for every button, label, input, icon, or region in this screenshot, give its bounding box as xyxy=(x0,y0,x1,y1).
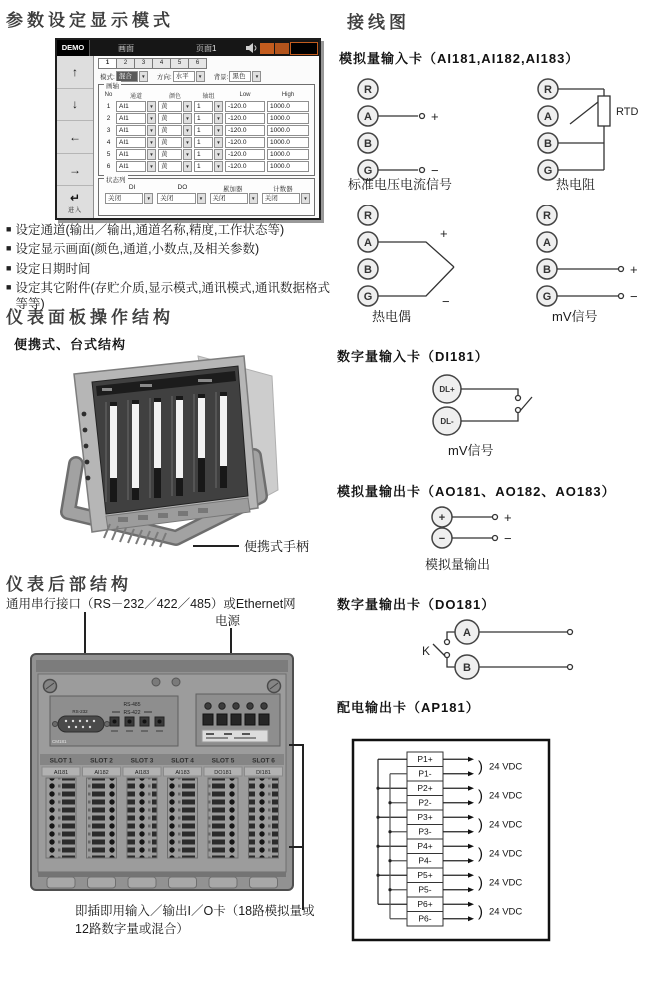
section-title-display-mode: 参数设定显示模式 xyxy=(6,11,174,30)
dropdown-arrow-icon[interactable]: ▼ xyxy=(252,71,261,82)
svg-text:A: A xyxy=(364,237,372,249)
dropdown-arrow-icon[interactable]: ▼ xyxy=(183,101,192,112)
tab-3[interactable]: 3 xyxy=(135,58,153,69)
status-col-label: DI xyxy=(128,184,136,191)
plus-sign: + xyxy=(431,109,439,124)
caption-mv-signal: mV信号 xyxy=(552,309,598,324)
svg-text:B: B xyxy=(364,264,372,276)
status-col-label: 计数器 xyxy=(273,186,293,193)
pair-brackets xyxy=(478,759,483,921)
dropdown-arrow-icon[interactable]: ▼ xyxy=(214,161,223,172)
high-field[interactable]: 1000.0 xyxy=(267,101,309,112)
tab-1[interactable]: 1 xyxy=(98,58,117,69)
section-title-wiring: 接线图 xyxy=(347,13,410,32)
dropdown-arrow-icon[interactable]: ▼ xyxy=(183,137,192,148)
tab-2[interactable]: 2 xyxy=(117,58,135,69)
svg-text:SLOT 5: SLOT 5 xyxy=(211,757,235,765)
dropdown-arrow-icon[interactable]: ▼ xyxy=(214,125,223,136)
rear-panel-photo xyxy=(28,646,296,898)
rs422-label: RS-422 xyxy=(123,710,141,716)
tab-5[interactable]: 5 xyxy=(171,58,189,69)
down-arrow-icon: ↓ xyxy=(72,97,78,112)
svg-text:P2+: P2+ xyxy=(417,783,433,793)
card-label: AI183 xyxy=(175,770,190,776)
terminal-strip xyxy=(168,778,198,858)
dropdown-arrow-icon[interactable]: ▼ xyxy=(147,125,156,136)
table-row: 4 AI1 ▼ 黄 ▼ 1 ▼ -120.0 1000.0 xyxy=(103,136,312,148)
terminal-strip xyxy=(46,778,76,858)
terminal-letters xyxy=(364,84,553,177)
cm181-label: CM181 xyxy=(52,739,67,744)
wires xyxy=(378,89,610,173)
svg-text:G: G xyxy=(542,291,552,303)
direction-label: 方向: xyxy=(156,74,172,81)
list-item: ■ 设定其它附件(存贮介质,显示模式,通讯模式,通讯数据格式等等) xyxy=(6,280,331,311)
vdc-labels xyxy=(489,762,522,918)
low-field[interactable]: -120.0 xyxy=(225,137,265,148)
minus-sign: − xyxy=(442,294,450,309)
low-field[interactable]: -120.0 xyxy=(225,125,265,136)
left-arrow-button[interactable] xyxy=(57,121,93,154)
svg-text:P1-: P1- xyxy=(418,768,432,779)
svg-text:): ) xyxy=(478,874,483,892)
channel-select[interactable]: AI1 xyxy=(116,113,146,124)
a-terminal: A xyxy=(463,627,471,639)
background-select[interactable]: 黑色 xyxy=(229,71,251,82)
svg-text:24 VDC: 24 VDC xyxy=(489,848,523,860)
table-row: 2 AI1 ▼ 黄 ▼ 1 ▼ -120.0 1000.0 xyxy=(103,112,312,124)
card-label: AI183 xyxy=(134,770,150,776)
output-wires xyxy=(443,759,468,919)
dropdown-arrow-icon[interactable]: ▼ xyxy=(197,193,206,204)
enter-label: 进入 xyxy=(67,207,82,214)
caption-thermocouple: 热电偶 xyxy=(372,309,412,324)
axis-select[interactable]: 1 xyxy=(194,161,213,172)
caption-ao-output: 模拟量输出 xyxy=(425,557,491,572)
io-card-caption: 即插即用输入／输出I／O卡（18路模拟量或12路数字量或混合） xyxy=(75,904,315,936)
channel-select[interactable]: AI1 xyxy=(116,161,146,172)
terminal-strip xyxy=(87,778,117,858)
color-select[interactable]: 黄 xyxy=(158,149,182,160)
svg-text:G: G xyxy=(363,291,373,303)
plus-sign: + xyxy=(504,510,512,525)
svg-text:P3+: P3+ xyxy=(417,812,433,822)
high-field[interactable]: 1000.0 xyxy=(267,113,309,124)
axis-select[interactable]: 1 xyxy=(194,125,213,136)
axis-group-legend: 画轴 xyxy=(106,83,119,90)
status-group-box xyxy=(98,178,315,216)
power-label: 电源 xyxy=(215,614,241,628)
tab-4[interactable]: 4 xyxy=(153,58,171,69)
up-arrow-icon: ↑ xyxy=(72,64,78,79)
plus-terminal: + xyxy=(438,512,446,524)
caption-di-signal: mV信号 xyxy=(448,443,494,458)
high-field[interactable]: 1000.0 xyxy=(267,125,309,136)
subtitle-portable-desktop: 便携式、台式结构 xyxy=(14,337,127,352)
status-badge xyxy=(260,43,274,54)
color-select[interactable]: 黄 xyxy=(158,113,182,124)
accumulator-select[interactable]: 关闭 xyxy=(210,193,248,204)
speaker-icon xyxy=(246,43,258,53)
wires xyxy=(452,515,498,541)
serial-interface-text: 通用串行接口（RS－232／422／485）或Ethernet网 xyxy=(6,597,296,611)
high-field[interactable]: 1000.0 xyxy=(267,149,309,160)
b-terminal: B xyxy=(463,662,471,674)
dropdown-arrow-icon[interactable]: ▼ xyxy=(147,161,156,172)
card-label: AI181 xyxy=(53,770,69,776)
table-row: 1 AI1 ▼ 黄 ▼ 1 ▼ -120.0 1000.0 xyxy=(103,100,312,112)
color-select[interactable]: 黄 xyxy=(158,137,182,148)
power-terminal-module xyxy=(196,694,280,746)
dropdown-arrow-icon[interactable]: ▼ xyxy=(183,149,192,160)
dropdown-arrow-icon[interactable]: ▼ xyxy=(196,71,205,82)
handle-callout xyxy=(193,536,309,555)
card-label: DI181 xyxy=(256,770,271,776)
tab-6[interactable]: 6 xyxy=(189,58,207,69)
dropdown-arrow-icon[interactable]: ▼ xyxy=(183,113,192,124)
left-arrow-icon: ← xyxy=(69,129,81,144)
down-arrow-button[interactable] xyxy=(57,89,93,122)
axis-group-box xyxy=(98,84,315,176)
direction-select[interactable]: 水平 xyxy=(173,71,195,82)
svg-text:SLOT 6: SLOT 6 xyxy=(252,757,275,765)
terminal-strip xyxy=(249,778,279,858)
terminal-strip xyxy=(127,778,157,858)
switch-wires xyxy=(433,630,573,670)
bullet-icon: ■ xyxy=(6,224,12,234)
up-arrow-button[interactable] xyxy=(57,56,93,89)
dropdown-arrow-icon[interactable]: ▼ xyxy=(301,193,310,204)
rtd-label: RTD xyxy=(616,106,639,118)
table-row: 5 AI1 ▼ 黄 ▼ 1 ▼ -120.0 1000.0 xyxy=(103,148,312,160)
channel-select[interactable]: AI1 xyxy=(116,137,146,148)
do-card-title: 数字量输出卡（DO181） xyxy=(337,597,496,612)
channel-select[interactable]: AI1 xyxy=(116,125,146,136)
enter-button[interactable] xyxy=(57,186,93,218)
demo-badge: DEMO xyxy=(57,40,90,56)
terminal-letters xyxy=(364,210,552,303)
ao-card-title: 模拟量输出卡（AO181、AO182、AO183） xyxy=(337,484,616,499)
dropdown-arrow-icon[interactable]: ▼ xyxy=(147,113,156,124)
screen-titlebar xyxy=(57,40,319,56)
counter-select[interactable]: 关闭 xyxy=(262,193,300,204)
db9-connector xyxy=(53,716,110,732)
svg-text:R: R xyxy=(364,210,372,222)
dropdown-arrow-icon[interactable]: ▼ xyxy=(183,125,192,136)
handle-label: 便携式手柄 xyxy=(244,539,310,554)
card-label: AI182 xyxy=(94,770,109,776)
arrow-heads xyxy=(468,757,474,922)
svg-text:24 VDC: 24 VDC xyxy=(489,761,523,773)
color-select[interactable]: 黄 xyxy=(158,125,182,136)
wires xyxy=(378,242,624,299)
dropdown-arrow-icon[interactable]: ▼ xyxy=(147,101,156,112)
recorder-screen-shot xyxy=(55,38,321,220)
svg-text:): ) xyxy=(478,787,483,805)
caption-rtd: 热电阻 xyxy=(556,177,596,192)
minus-sign: − xyxy=(630,289,638,304)
low-field[interactable]: -120.0 xyxy=(225,149,265,160)
low-field[interactable]: -120.0 xyxy=(225,161,265,172)
low-field[interactable]: -120.0 xyxy=(225,113,265,124)
screen-menu-title: 画面 xyxy=(118,43,134,53)
color-select[interactable]: 黄 xyxy=(158,161,182,172)
ap-wiring-diagram xyxy=(350,736,560,948)
right-arrow-button[interactable] xyxy=(57,154,93,187)
svg-text:P2-: P2- xyxy=(418,797,432,808)
background-control xyxy=(214,71,262,82)
bullet-icon: ■ xyxy=(6,281,12,292)
svg-text:A: A xyxy=(364,111,372,123)
screen-page-title: 页面1 xyxy=(196,43,217,53)
ai-card-title: 模拟量输入卡（AI181,AI182,AI183） xyxy=(339,51,580,66)
screen-main-area xyxy=(94,56,319,218)
status-col-label: 累加器 xyxy=(222,186,243,193)
section-title-rear-structure: 仪表后部结构 xyxy=(6,575,132,594)
list-item: ■ 设定通道(输出／输出,通道名称,精度,工作状态等) xyxy=(6,223,285,237)
svg-text:SLOT 1: SLOT 1 xyxy=(49,757,73,765)
axis-select[interactable]: 1 xyxy=(194,113,213,124)
svg-text:P1+: P1+ xyxy=(417,754,433,764)
dropdown-arrow-icon[interactable]: ▼ xyxy=(214,101,223,112)
bracket-tick xyxy=(289,744,303,746)
channel-select[interactable]: AI1 xyxy=(116,101,146,112)
direction-control xyxy=(157,71,205,82)
svg-text:P5-: P5- xyxy=(418,884,432,895)
dropdown-arrow-icon[interactable]: ▼ xyxy=(214,149,223,160)
minus-sign: − xyxy=(504,531,512,546)
page-tabs xyxy=(98,58,207,69)
list-item: ■ 设定显示画面(颜色,通道,小数点,及相关参数) xyxy=(6,242,260,257)
rs485-label: RS-485 xyxy=(123,702,141,708)
svg-text:P3-: P3- xyxy=(418,826,432,837)
dropdown-arrow-icon[interactable]: ▼ xyxy=(147,137,156,148)
svg-text:24 VDC: 24 VDC xyxy=(489,819,523,831)
low-field[interactable]: -120.0 xyxy=(225,101,265,112)
svg-text:P5+: P5+ xyxy=(417,870,433,880)
dropdown-arrow-icon[interactable]: ▼ xyxy=(147,149,156,160)
background-label: 背景: xyxy=(213,74,229,81)
svg-text:): ) xyxy=(478,816,483,834)
serial-module xyxy=(50,696,178,746)
high-field[interactable]: 1000.0 xyxy=(267,137,309,148)
right-arrow-icon: → xyxy=(69,162,81,177)
svg-text:R: R xyxy=(543,210,551,222)
svg-text:G: G xyxy=(363,165,373,177)
table-row: 3 AI1 ▼ 黄 ▼ 1 ▼ -120.0 1000.0 xyxy=(103,124,312,136)
enter-icon: ↵ xyxy=(69,190,81,205)
terminal-strip xyxy=(208,778,238,858)
svg-text:SLOT 4: SLOT 4 xyxy=(171,757,194,765)
svg-text:24 VDC: 24 VDC xyxy=(489,877,523,889)
svg-text:P4-: P4- xyxy=(418,855,432,866)
status-group-legend: 状态列 xyxy=(106,177,126,184)
svg-text:P4+: P4+ xyxy=(417,841,433,851)
bracket-line xyxy=(302,744,304,910)
dropdown-arrow-icon[interactable]: ▼ xyxy=(144,193,153,204)
dropdown-arrow-icon[interactable]: ▼ xyxy=(249,193,258,204)
leader-line xyxy=(193,545,239,547)
svg-text:24 VDC: 24 VDC xyxy=(489,906,523,918)
rs232-label: RS-232 xyxy=(72,709,88,714)
svg-text:P6-: P6- xyxy=(418,913,432,924)
svg-text:B: B xyxy=(543,264,551,276)
svg-text:G: G xyxy=(543,165,553,177)
table-row: 6 AI1 ▼ 黄 ▼ 1 ▼ -120.0 1000.0 xyxy=(103,160,312,172)
nav-key-column xyxy=(57,56,94,218)
mode-select[interactable]: 混合 xyxy=(116,71,138,82)
dropdown-arrow-icon[interactable]: ▼ xyxy=(183,161,192,172)
clock-badge xyxy=(290,42,318,55)
color-select[interactable]: 黄 xyxy=(158,101,182,112)
high-field[interactable]: 1000.0 xyxy=(267,161,309,172)
dl-plus-terminal: DL+ xyxy=(439,385,455,394)
svg-text:P6+: P6+ xyxy=(417,899,433,909)
svg-text:A: A xyxy=(543,237,551,249)
status-badge xyxy=(275,43,289,54)
ap-card-title: 配电输出卡（AP181） xyxy=(337,700,480,715)
status-col-label: DO xyxy=(177,184,188,191)
channel-select[interactable]: AI1 xyxy=(116,149,146,160)
di-card-title: 数字量输入卡（DI181） xyxy=(337,349,489,364)
table-header-row: No 通道 颜色 轴组 Low High xyxy=(104,92,295,100)
svg-text:SLOT 2: SLOT 2 xyxy=(90,757,113,765)
di-wiring-diagram xyxy=(336,368,586,440)
svg-text:B: B xyxy=(364,138,372,150)
svg-text:R: R xyxy=(364,84,372,96)
feature-bullet-list xyxy=(6,222,332,315)
dropdown-arrow-icon[interactable]: ▼ xyxy=(139,71,148,82)
bracket-tick xyxy=(289,846,303,848)
svg-text:): ) xyxy=(478,903,483,921)
svg-text:B: B xyxy=(544,138,552,150)
bullet-icon: ■ xyxy=(6,243,12,254)
axis-select[interactable]: 1 xyxy=(194,101,213,112)
ao-wiring-diagram xyxy=(336,502,586,552)
svg-text:): ) xyxy=(478,758,483,776)
svg-text:): ) xyxy=(478,845,483,863)
switch-wires xyxy=(461,389,532,421)
svg-text:SLOT 3: SLOT 3 xyxy=(130,757,154,765)
card-label: DO181 xyxy=(214,770,232,776)
axis-select[interactable]: 1 xyxy=(194,149,213,160)
plus-sign: + xyxy=(630,262,638,277)
minus-sign: − xyxy=(431,163,439,178)
tc-mv-wiring-diagram xyxy=(336,205,646,317)
mode-label: 模式: xyxy=(100,74,115,81)
dl-minus-terminal: DL- xyxy=(440,417,454,426)
do-select[interactable]: 关闭 xyxy=(157,193,195,204)
list-item: ■ 设定日期时间 xyxy=(6,261,91,276)
plus-sign: + xyxy=(440,226,448,241)
svg-text:24 VDC: 24 VDC xyxy=(489,790,523,802)
dropdown-arrow-icon[interactable]: ▼ xyxy=(214,137,223,148)
bullet-icon: ■ xyxy=(6,262,12,273)
relay-k-label: K xyxy=(422,644,431,658)
svg-text:R: R xyxy=(544,84,552,96)
portable-recorder-photo xyxy=(48,350,292,548)
do-wiring-diagram xyxy=(336,612,616,687)
minus-terminal: − xyxy=(438,533,446,545)
axis-select[interactable]: 1 xyxy=(194,137,213,148)
di-select[interactable]: 关闭 xyxy=(105,193,143,204)
dropdown-arrow-icon[interactable]: ▼ xyxy=(214,113,223,124)
svg-text:A: A xyxy=(544,111,552,123)
caption-voltage-signal: 标准电压电流信号 xyxy=(348,177,453,192)
section-title-panel-structure: 仪表面板操作结构 xyxy=(6,308,174,327)
